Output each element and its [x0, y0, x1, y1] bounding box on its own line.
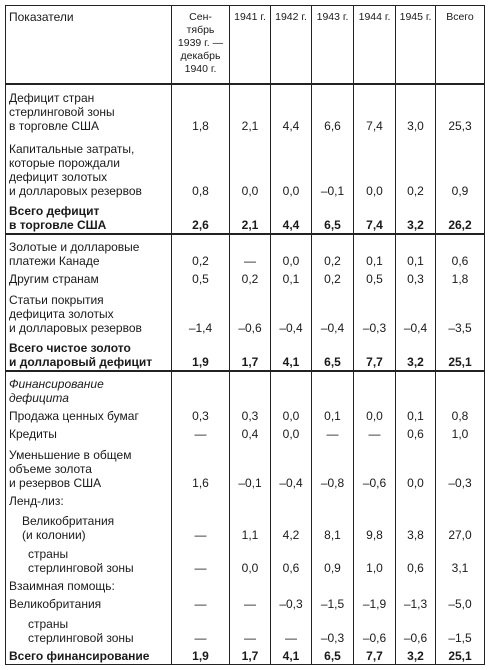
cell-value: 25,1: [436, 646, 485, 665]
cell-value: 1,6: [172, 442, 230, 491]
cell-value: 0,5: [172, 269, 230, 287]
cell-value: [354, 491, 396, 509]
cell-value: 0,0: [271, 134, 312, 199]
cell-value: 0,0: [271, 424, 312, 442]
cell-value: 26,2: [436, 199, 485, 234]
cell-value: 4,4: [271, 84, 312, 135]
cell-value: –0,6: [354, 442, 396, 491]
cell-value: –5,0: [436, 594, 485, 612]
cell-value: 0,0: [230, 134, 271, 199]
cell-value: –0,3: [312, 612, 354, 646]
cell-value: 27,0: [436, 509, 485, 543]
cell-value: 25,1: [436, 336, 485, 371]
cell-value: 9,8: [354, 509, 396, 543]
row-label: Капитальные затраты, которые порождали дефицит золотых и долларовых резервов: [6, 134, 172, 199]
row-label: страны стерлинговой зоны: [6, 612, 172, 646]
cell-value: 8,1: [312, 509, 354, 543]
cell-value: –1,4: [172, 287, 230, 336]
cell-value: 7,4: [354, 199, 396, 234]
table-row: [6, 269, 485, 287]
cell-value: [172, 371, 230, 406]
cell-value: 3,2: [396, 199, 436, 234]
table-row: [6, 491, 485, 509]
table-row: [6, 509, 485, 543]
row-label: Продажа ценных бумаг: [6, 406, 172, 424]
row-label: Всего дефицит в торговле США: [6, 199, 172, 234]
row-label: Статьи покрытия дефицита золотых и долларовых резервов: [6, 287, 172, 336]
header-1944: 1944 г.: [354, 6, 396, 84]
cell-value: 3,0: [396, 84, 436, 135]
cell-value: 3,8: [396, 509, 436, 543]
cell-value: 4,2: [271, 509, 312, 543]
cell-value: —: [230, 612, 271, 646]
header-1941: 1941 г.: [230, 6, 271, 84]
cell-value: –0,4: [312, 287, 354, 336]
cell-value: [172, 576, 230, 594]
row-label: Великобритания: [6, 594, 172, 612]
cell-value: 0,9: [312, 543, 354, 577]
cell-value: –0,1: [230, 442, 271, 491]
cell-value: 0,0: [271, 234, 312, 269]
cell-value: 0,0: [354, 134, 396, 199]
table-row: [6, 134, 485, 199]
cell-value: –0,6: [354, 612, 396, 646]
table-row: [6, 543, 485, 577]
cell-value: 1,0: [354, 543, 396, 577]
row-label: Взаимная помощь:: [6, 576, 172, 594]
row-label: Другим странам: [6, 269, 172, 287]
row-label: Кредиты: [6, 424, 172, 442]
cell-value: —: [271, 612, 312, 646]
table-row: [6, 234, 485, 269]
cell-value: –0,4: [396, 287, 436, 336]
cell-value: —: [172, 594, 230, 612]
cell-value: 4,4: [271, 199, 312, 234]
cell-value: 1,7: [230, 336, 271, 371]
row-label: страны стерлинговой зоны: [6, 543, 172, 577]
table-row: [6, 612, 485, 646]
cell-value: 0,3: [396, 269, 436, 287]
table-row: [6, 406, 485, 424]
cell-value: 0,2: [396, 134, 436, 199]
cell-value: 0,1: [271, 269, 312, 287]
cell-value: –0,4: [271, 287, 312, 336]
cell-value: 0,6: [396, 424, 436, 442]
cell-value: 2,1: [230, 84, 271, 135]
cell-value: 1,9: [172, 646, 230, 665]
cell-value: 3,1: [436, 543, 485, 577]
table-header-row: [6, 6, 485, 84]
cell-value: 0,6: [396, 543, 436, 577]
cell-value: 6,5: [312, 199, 354, 234]
cell-value: 0,8: [172, 134, 230, 199]
cell-value: [312, 371, 354, 406]
table-row: [6, 336, 485, 371]
cell-value: 1,7: [230, 646, 271, 665]
cell-value: 7,7: [354, 646, 396, 665]
cell-value: —: [172, 612, 230, 646]
cell-value: 0,3: [230, 406, 271, 424]
cell-value: –0,3: [436, 442, 485, 491]
cell-value: –1,3: [396, 594, 436, 612]
cell-value: 0,2: [312, 234, 354, 269]
cell-value: [271, 576, 312, 594]
cell-value: —: [230, 234, 271, 269]
table-row: [6, 84, 485, 135]
cell-value: 0,2: [312, 269, 354, 287]
cell-value: 25,3: [436, 84, 485, 135]
cell-value: —: [230, 594, 271, 612]
cell-value: 0,9: [436, 134, 485, 199]
row-label: Дефицит стран стерлинговой зоны в торговле США: [6, 84, 172, 135]
row-label: Всего чистое золото и долларовый дефицит: [6, 336, 172, 371]
cell-value: 0,0: [396, 442, 436, 491]
cell-value: —: [354, 424, 396, 442]
cell-value: –1,9: [354, 594, 396, 612]
cell-value: 1,9: [172, 336, 230, 371]
header-total: Всего: [436, 6, 485, 84]
cell-value: —: [172, 543, 230, 577]
cell-value: [396, 491, 436, 509]
cell-value: 0,6: [436, 234, 485, 269]
cell-value: –0,4: [271, 442, 312, 491]
cell-value: 3,2: [396, 646, 436, 665]
cell-value: 0,1: [396, 234, 436, 269]
header-indicators: Показатели: [6, 6, 172, 84]
cell-value: [396, 576, 436, 594]
cell-value: [396, 371, 436, 406]
cell-value: –1,5: [436, 612, 485, 646]
cell-value: [271, 371, 312, 406]
table-row: [6, 424, 485, 442]
cell-value: –0,1: [312, 134, 354, 199]
cell-value: [172, 491, 230, 509]
cell-value: –0,8: [312, 442, 354, 491]
row-label: Финансирование дефицита: [6, 371, 172, 406]
cell-value: 0,0: [354, 406, 396, 424]
cell-value: [230, 576, 271, 594]
cell-value: 2,6: [172, 199, 230, 234]
cell-value: 6,6: [312, 84, 354, 135]
cell-value: 6,5: [312, 646, 354, 665]
cell-value: 0,4: [230, 424, 271, 442]
table-row: [6, 371, 485, 406]
cell-value: 0,6: [271, 543, 312, 577]
cell-value: 0,8: [436, 406, 485, 424]
cell-value: 1,0: [436, 424, 485, 442]
cell-value: 0,2: [172, 234, 230, 269]
header-1942: 1942 г.: [271, 6, 312, 84]
cell-value: 4,1: [271, 336, 312, 371]
cell-value: 7,7: [354, 336, 396, 371]
cell-value: [436, 576, 485, 594]
cell-value: 1,8: [172, 84, 230, 135]
cell-value: [436, 491, 485, 509]
row-label: Золотые и долларовые платежи Канаде: [6, 234, 172, 269]
table-row: [6, 199, 485, 234]
cell-value: 0,0: [271, 406, 312, 424]
cell-value: 6,5: [312, 336, 354, 371]
cell-value: –0,3: [271, 594, 312, 612]
financing-table: [5, 5, 485, 665]
header-period-1939-1940: Сен- тябрь 1939 г. — декабрь 1940 г.: [172, 6, 230, 84]
cell-value: [436, 371, 485, 406]
cell-value: 4,1: [271, 646, 312, 665]
cell-value: –0,3: [354, 287, 396, 336]
cell-value: 0,1: [312, 406, 354, 424]
cell-value: 7,4: [354, 84, 396, 135]
cell-value: —: [172, 424, 230, 442]
cell-value: [271, 491, 312, 509]
header-1945: 1945 г.: [396, 6, 436, 84]
cell-value: [230, 371, 271, 406]
header-1943: 1943 г.: [312, 6, 354, 84]
table-row: [6, 442, 485, 491]
cell-value: –1,5: [312, 594, 354, 612]
row-label: Великобритания (и колонии): [6, 509, 172, 543]
table-row: [6, 646, 485, 665]
table-row: [6, 576, 485, 594]
cell-value: 3,2: [396, 336, 436, 371]
table-row: [6, 594, 485, 612]
cell-value: 0,3: [172, 406, 230, 424]
table-row: [6, 287, 485, 336]
row-label: Уменьшение в общем объеме золота и резервов США: [6, 442, 172, 491]
cell-value: 0,1: [396, 406, 436, 424]
cell-value: –3,5: [436, 287, 485, 336]
cell-value: —: [312, 424, 354, 442]
cell-value: –0,6: [230, 287, 271, 336]
cell-value: —: [172, 509, 230, 543]
cell-value: 0,5: [354, 269, 396, 287]
cell-value: 0,2: [230, 269, 271, 287]
cell-value: 0,0: [230, 543, 271, 577]
cell-value: [354, 371, 396, 406]
row-label: Ленд-лиз:: [6, 491, 172, 509]
cell-value: 0,1: [354, 234, 396, 269]
cell-value: [354, 576, 396, 594]
table-body: [6, 84, 485, 665]
cell-value: [312, 491, 354, 509]
cell-value: 1,8: [436, 269, 485, 287]
row-label: Всего финансирование: [6, 646, 172, 665]
cell-value: 2,1: [230, 199, 271, 234]
cell-value: 1,1: [230, 509, 271, 543]
cell-value: [230, 491, 271, 509]
cell-value: [312, 576, 354, 594]
cell-value: –0,6: [396, 612, 436, 646]
